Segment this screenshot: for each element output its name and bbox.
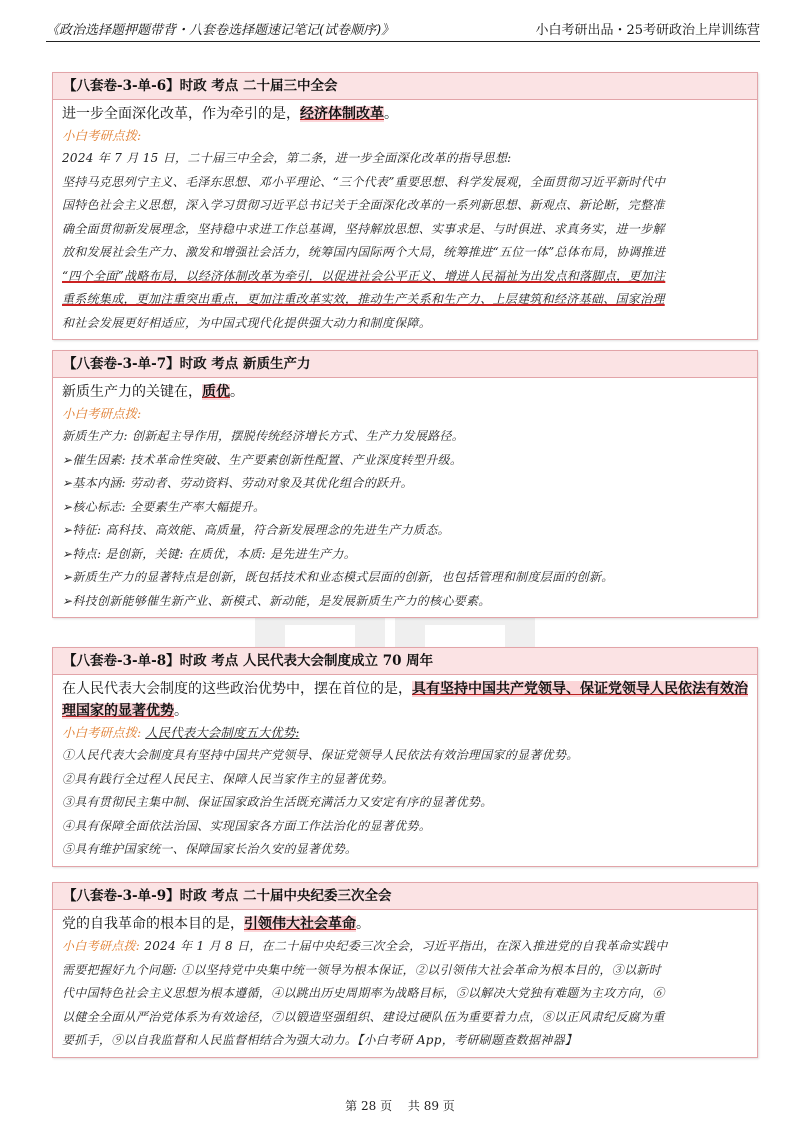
page-total: 共 89 页 bbox=[407, 1099, 455, 1113]
note-line: 坚持马克思列宁主义、毛泽东思想、邓小平理论、“三个代表”重要思想、科学发展观，全面贯彻习近平新时代中 bbox=[62, 174, 666, 189]
note-line: “四个全面”战略布局，以经济体制改革为牵引，以促进社会公平正义、增进人民福祉为出发点和落脚点，更加注 bbox=[62, 268, 666, 283]
question-card-6 bbox=[52, 72, 758, 340]
page-header bbox=[46, 12, 760, 42]
hint-label: 小白考研点拨: bbox=[62, 128, 142, 143]
note-line: ➢新质生产力的显著特点是创新，既包括技术和业态模式层面的创新，也包括管理和制度层面的创新。 bbox=[62, 570, 614, 584]
note-line: 需要把握好九个问题: ①以坚持党中央集中统一领导为根本保证，②以引领伟大社会革命为根本目的，③以新时 bbox=[62, 962, 661, 977]
card-title: 【八套卷-3-单-7】时政 考点 新质生产力 bbox=[53, 351, 757, 378]
note-line: ➢基本内涵: 劳动者、劳动资料、劳动对象及其优化组合的跃升。 bbox=[62, 476, 413, 490]
answer-highlight: 经济体制改革 bbox=[300, 106, 384, 122]
question-text: 进一步全面深化改革，作为牵引的是，经济体制改革。 bbox=[62, 106, 398, 122]
note-line: 重系统集成，更加注重突出重点，更加注重改革实效，推动生产关系和生产力、上层建筑和经济基础、国家治理 bbox=[62, 292, 665, 306]
question-card-8 bbox=[52, 647, 758, 867]
note-line: 2024 年 7 月 15 日，二十届三中全会，第二条，进一步全面深化改革的指导思想: bbox=[62, 151, 512, 165]
question-card-9 bbox=[52, 882, 758, 1058]
card-title: 【八套卷-3-单-9】时政 考点 二十届中央纪委三次全会 bbox=[53, 883, 757, 910]
page-number: 第 28 页 bbox=[345, 1099, 393, 1113]
answer-highlight: 具有坚持中国共产党领导、保证党领导人民依法有效治 bbox=[412, 681, 748, 697]
hint-label: 小白考研点拨: bbox=[62, 939, 141, 953]
note-line: 代中国特色社会主义思想为根本遵循，④以跳出历史周期率为战略目标，⑤以解决大党独有难题为主攻方向，⑥ bbox=[62, 986, 665, 1000]
hint-label: 小白考研点拨: 人民代表大会制度五大优势: bbox=[62, 725, 300, 740]
header-brand: 小白考研出品・25考研政治上岸训练营 bbox=[535, 23, 760, 38]
note-line: 和社会发展更好相适应，为中国式现代化提供强大动力和制度保障。 bbox=[62, 315, 432, 330]
question-text: 新质生产力的关键在，质优。 bbox=[62, 384, 244, 400]
note-line: 新质生产力: 创新起主导作用，摆脱传统经济增长方式、生产力发展路径。 bbox=[62, 429, 465, 443]
note-line: ②具有践行全过程人民民主、保障人民当家作主的显著优势。 bbox=[62, 771, 395, 786]
note-line: 放和发展社会生产力、激发和增强社会活力，统筹国内国际两个大局，统筹推进“五位一体”总体布局，协调推进 bbox=[62, 245, 666, 259]
note-line: ➢特点: 是创新，关键: 在质优，本质: 是先进生产力。 bbox=[62, 546, 357, 561]
header-title: 《政治选择题押题带背・八套卷选择题速记笔记(试卷顺序)》 bbox=[46, 23, 395, 38]
question-text: 党的自我革命的根本目的是，引领伟大社会革命。 bbox=[62, 916, 370, 932]
card-title: 【八套卷-3-单-6】时政 考点 二十届三中全会 bbox=[53, 73, 757, 100]
hint-heading: 人民代表大会制度五大优势: bbox=[145, 725, 300, 740]
hint-label: 小白考研点拨: bbox=[62, 406, 142, 421]
note-line: ④具有保障全面依法治国、实现国家各方面工作法治化的显著优势。 bbox=[62, 818, 432, 833]
note-line: ➢催生因素: 技术革命性突破、生产要素创新性配置、产业深度转型升级。 bbox=[62, 452, 463, 467]
answer-highlight-continued: 理国家的显著优势 bbox=[62, 703, 174, 719]
page-footer bbox=[0, 1097, 800, 1114]
note-line: 要抓手，⑨以自我监督和人民监督相结合为强大动力。【小白考研 App，考研刷题查数据神器】 bbox=[62, 1033, 578, 1047]
question-text: 在人民代表大会制度的这些政治优势中，摆在首位的是，具有坚持中国共产党领导、保证党领导人民依法有效治 理国家的显著优势。 bbox=[62, 681, 748, 719]
note-line: ⑤具有维护国家统一、保障国家长治久安的显著优势。 bbox=[62, 842, 358, 856]
card-title: 【八套卷-3-单-8】时政 考点 人民代表大会制度成立 70 周年 bbox=[53, 648, 757, 675]
note-line: 小白考研点拨: 2024 年 1 月 8 日，在二十届中央纪委三次全会，习近平指出，在深入推进党的自我革命实践中 bbox=[62, 939, 668, 953]
note-line: 以健全全面从严治党体系为有效途径，⑦以锻造坚强组织、建设过硬队伍为重要着力点，⑧以正风肃纪反腐为重 bbox=[62, 1009, 665, 1024]
note-line: ➢特征: 高科技、高效能、高质量，符合新发展理念的先进生产力质态。 bbox=[62, 523, 450, 537]
note-line: ➢科技创新能够催生新产业、新模式、新动能，是发展新质生产力的核心要素。 bbox=[62, 593, 491, 608]
note-line: ③具有贯彻民主集中制、保证国家政治生活既充满活力又安定有序的显著优势。 bbox=[62, 795, 493, 809]
note-line: 国特色社会主义思想，深入学习贯彻习近平总书记关于全面深化改革的一系列新思想、新观点、新论断，完整准 bbox=[62, 198, 665, 212]
note-line: ➢核心标志: 全要素生产率大幅提升。 bbox=[62, 499, 266, 514]
question-card-7 bbox=[52, 350, 758, 618]
note-line: 确全面贯彻新发展理念，坚持稳中求进工作总基调，坚持解放思想、实事求是、与时俱进、求真务实，进一步解 bbox=[62, 221, 665, 236]
note-line: ①人民代表大会制度具有坚持中国共产党领导、保证党领导人民依法有效治理国家的显著优势。 bbox=[62, 748, 579, 762]
answer-highlight: 引领伟大社会革命 bbox=[244, 916, 356, 932]
answer-highlight: 质优 bbox=[202, 384, 230, 400]
